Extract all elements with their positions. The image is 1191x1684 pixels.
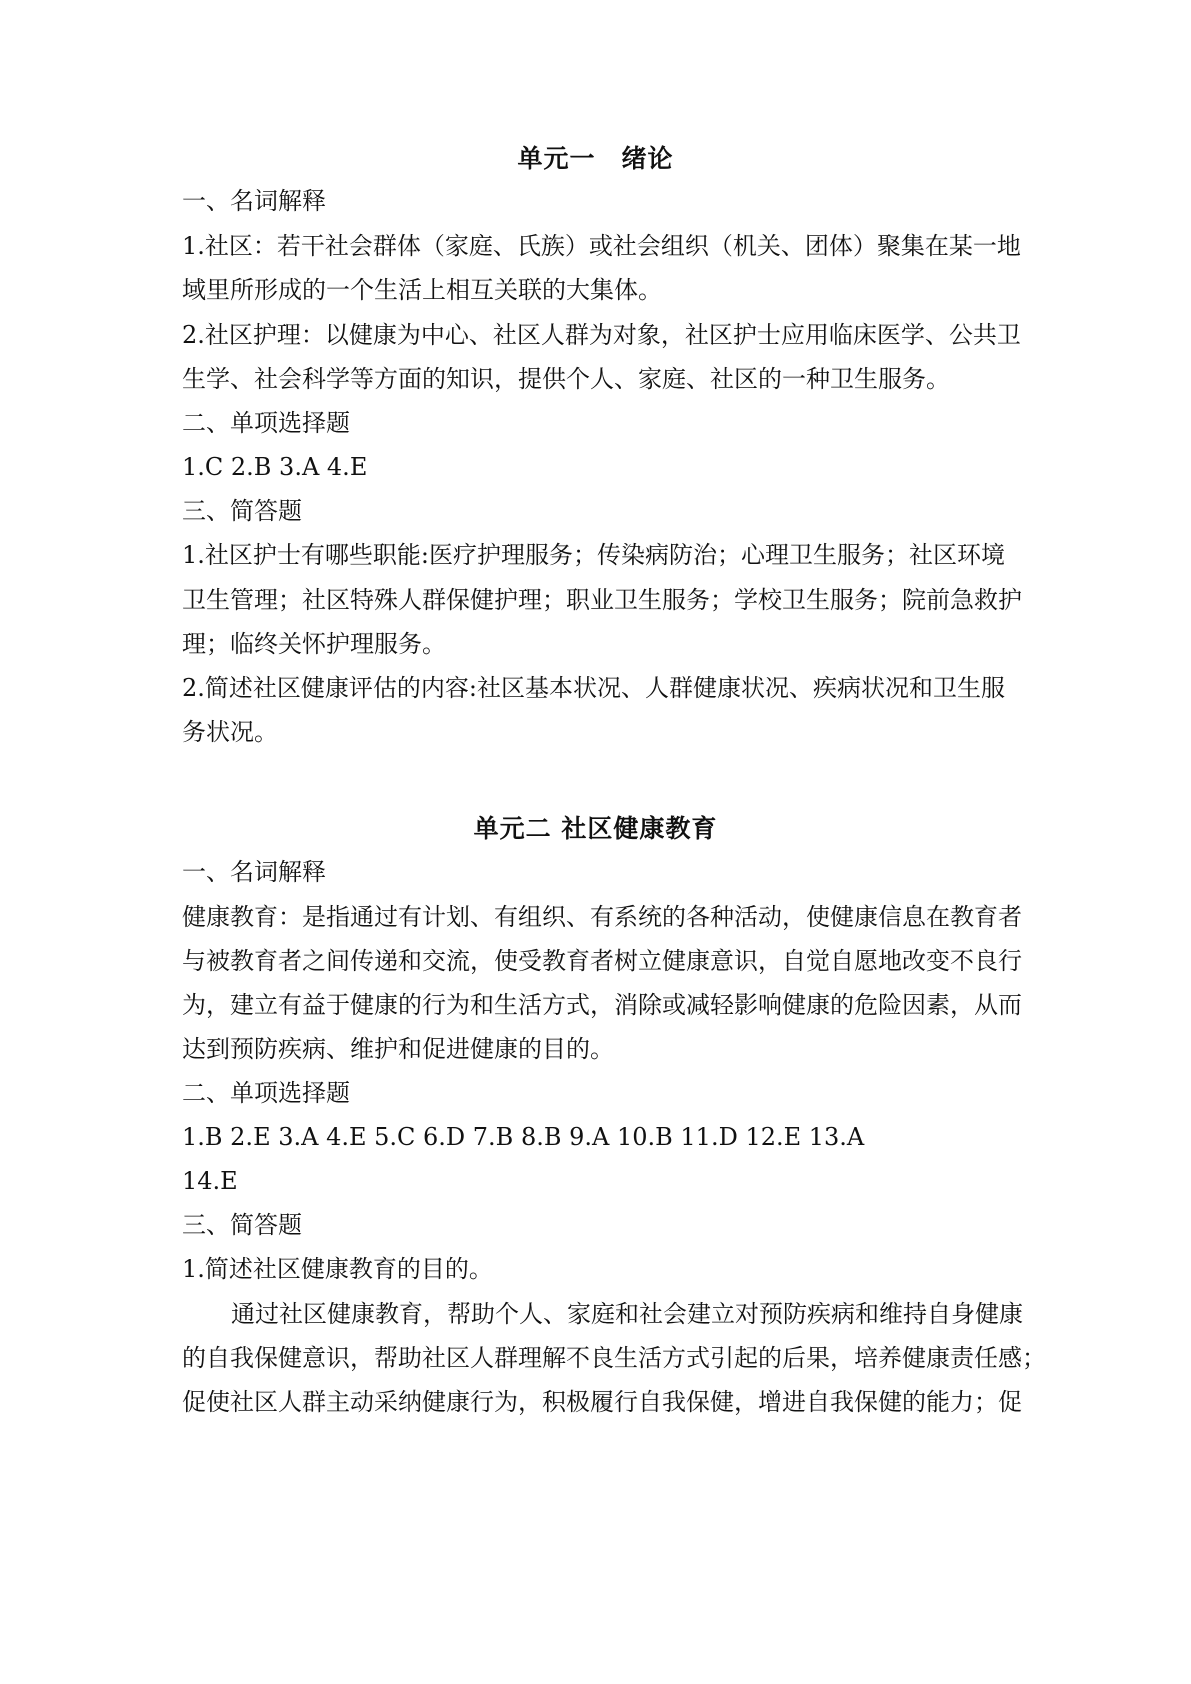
- unit2-section1-heading: 一、名词解释: [182, 858, 326, 886]
- unit1-q1-line1: 1.社区护士有哪些职能:医疗护理服务；传染病防治；心理卫生服务；社区环境: [182, 541, 1005, 569]
- unit2-def-line4: 达到预防疾病、维护和促进健康的目的。: [182, 1035, 614, 1063]
- unit2-q1-answer-line3: 促使社区人群主动采纳健康行为，积极履行自我保健，增进自我保健的能力；促: [182, 1388, 1022, 1416]
- unit1-q2-line1: 2.简述社区健康评估的内容:社区基本状况、人群健康状况、疾病状况和卫生服: [182, 674, 1005, 702]
- unit1-term2-line2: 生学、社会科学等方面的知识，提供个人、家庭、社区的一种卫生服务。: [182, 365, 950, 393]
- unit1-section1-heading: 一、名词解释: [182, 187, 326, 215]
- unit1-term2-line1: 2.社区护理：以健康为中心、社区人群为对象，社区护士应用临床医学、公共卫: [182, 321, 1021, 349]
- unit2-q1-title: 1.简述社区健康教育的目的。: [182, 1255, 493, 1283]
- unit2-def-line3: 为，建立有益于健康的行为和生活方式，消除或减轻影响健康的危险因素，从而: [182, 991, 1022, 1019]
- unit2-q1-answer-line2: 的自我保健意识，帮助社区人群理解不良生活方式引起的后果，培养健康责任感；: [182, 1344, 1046, 1372]
- unit2-q1-answer-line1: 通过社区健康教育，帮助个人、家庭和社会建立对预防疾病和维持自身健康: [231, 1300, 1023, 1328]
- unit2-answers-line2: 14.E: [182, 1167, 238, 1195]
- unit1-q2-line2: 务状况。: [182, 718, 278, 746]
- unit1-term1-line1: 1.社区：若干社会群体（家庭、氏族）或社会组织（机关、团体）聚集在某一地: [182, 232, 1021, 260]
- unit1-term1-line2: 域里所形成的一个生活上相互关联的大集体。: [182, 276, 662, 304]
- unit1-q1-line2: 卫生管理；社区特殊人群保健护理；职业卫生服务；学校卫生服务；院前急救护: [182, 586, 1022, 614]
- unit1-title: 单元一 绪论: [517, 144, 674, 173]
- unit2-def-line2: 与被教育者之间传递和交流，使受教育者树立健康意识，自觉自愿地改变不良行: [182, 947, 1022, 975]
- unit2-section2-heading: 二、单项选择题: [182, 1079, 350, 1107]
- unit2-section3-heading: 三、简答题: [182, 1211, 302, 1239]
- unit1-section3-heading: 三、简答题: [182, 497, 302, 525]
- unit1-answers-line: 1.C 2.B 3.A 4.E: [182, 453, 368, 481]
- unit1-q1-line3: 理；临终关怀护理服务。: [182, 630, 446, 658]
- unit2-def-line1: 健康教育：是指通过有计划、有组织、有系统的各种活动，使健康信息在教育者: [182, 903, 1022, 931]
- unit2-answers-line1: 1.B 2.E 3.A 4.E 5.C 6.D 7.B 8.B 9.A 10.B 11.D 12.E 13.A: [182, 1123, 865, 1151]
- unit1-section2-heading: 二、单项选择题: [182, 409, 350, 437]
- unit2-title: 单元二 社区健康教育: [473, 814, 718, 843]
